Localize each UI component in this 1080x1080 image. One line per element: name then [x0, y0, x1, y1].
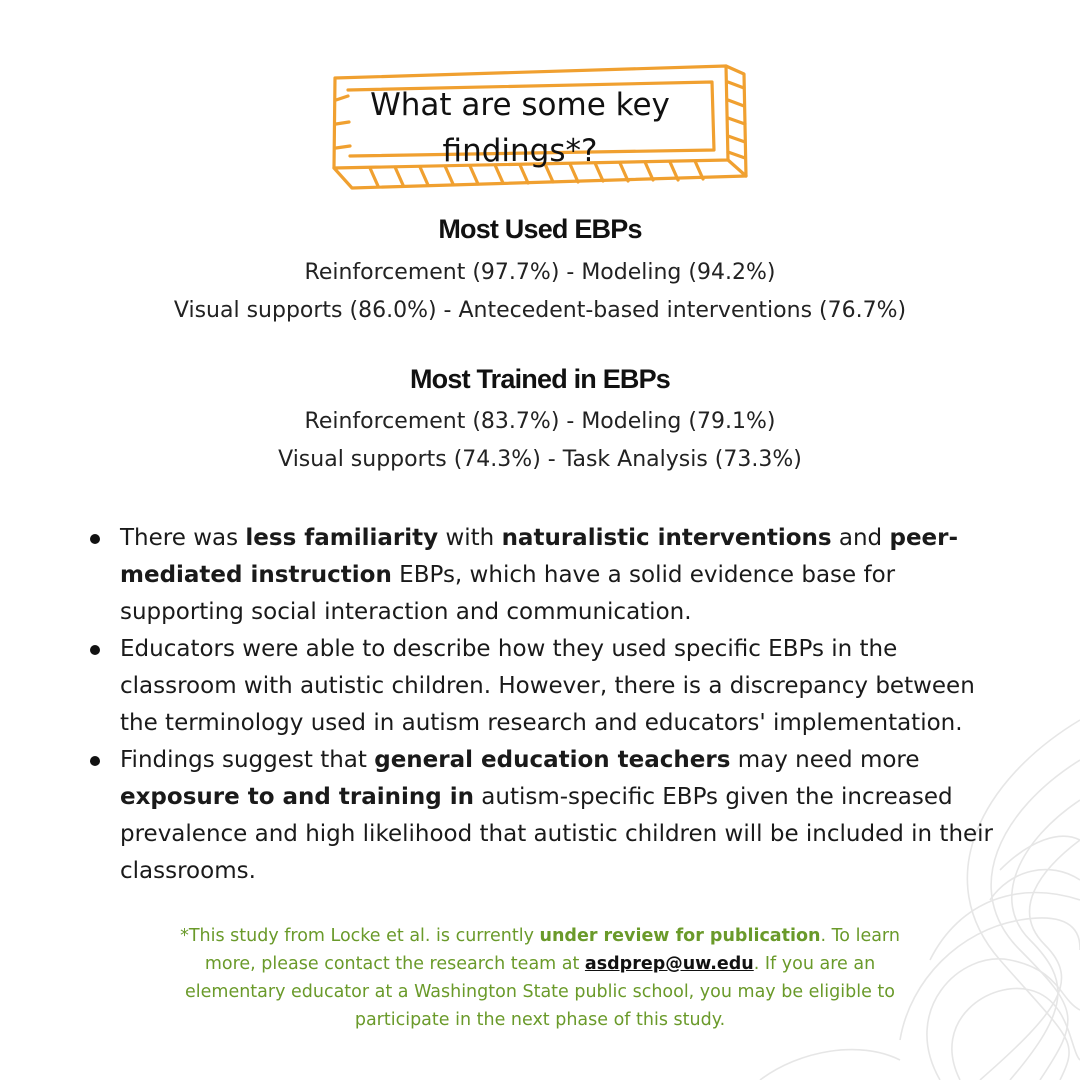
bullet-text: and: [831, 525, 890, 551]
list-item: [88, 631, 1018, 742]
bullet-text: Findings suggest that: [120, 747, 375, 773]
list-item: [88, 742, 1018, 890]
most-trained-heading: Most Trained in EBPs: [409, 364, 671, 394]
footnote-text: . If you are an elementary educator at a Washington State public school, you may be eligible to participate in the next phase of this study.: [185, 954, 895, 1030]
most-trained-line-1: Reinforcement (83.7%) - Modeling (79.1%): [304, 409, 776, 434]
footnote-text: . To learn more, please contact the research team at: [204, 926, 900, 974]
bullet-bold-text: general education teachers: [374, 747, 731, 773]
title-line-1: What are some key: [370, 87, 670, 123]
footnote-text: *This study from Locke et al. is currently: [180, 926, 540, 946]
most-used-heading: Most Used EBPs: [438, 214, 642, 244]
footnote: [170, 922, 910, 1034]
bullet-text: Educators were able to describe how they used specific EBPs in the classroom with autistic children. However, there is a discrepancy between the terminology used in autism research and educators' implementation.: [120, 636, 975, 736]
most-trained-line-2: Visual supports (74.3%) - Task Analysis (73.3%): [278, 447, 802, 472]
email-link[interactable]: asdprep@uw.edu: [584, 954, 754, 974]
most-used-line-2: Visual supports (86.0%) - Antecedent-based interventions (76.7%): [173, 298, 907, 323]
bullet-bold-text: naturalistic interventions: [501, 525, 832, 551]
page-title: [350, 82, 690, 174]
list-item: [88, 520, 1018, 631]
bullet-text: autism-specific EBPs given the increased prevalence and high likelihood that autistic children will be included in their classrooms.: [120, 784, 994, 884]
title-line-2: findings*?: [442, 133, 598, 169]
bullet-text: with: [438, 525, 502, 551]
bullet-dot-icon: [90, 534, 100, 544]
bullet-text: EBPs, which have a solid evidence base for supporting social interaction and communication.: [120, 562, 896, 625]
bullet-bold-text: exposure to and training in: [120, 784, 474, 810]
bullet-dot-icon: [90, 645, 100, 655]
bullet-text: There was: [120, 525, 246, 551]
most-used-line-1: Reinforcement (97.7%) - Modeling (94.2%): [304, 260, 776, 285]
bullet-text: may need more: [730, 747, 920, 773]
bullet-bold-text: less familiarity: [245, 525, 439, 551]
findings-list: [88, 520, 1018, 890]
bullet-dot-icon: [90, 756, 100, 766]
footnote-bold-text: under review for publication: [539, 926, 821, 946]
bullet-bold-text: peer-mediated instruction: [120, 525, 959, 588]
title-box: [330, 60, 750, 190]
